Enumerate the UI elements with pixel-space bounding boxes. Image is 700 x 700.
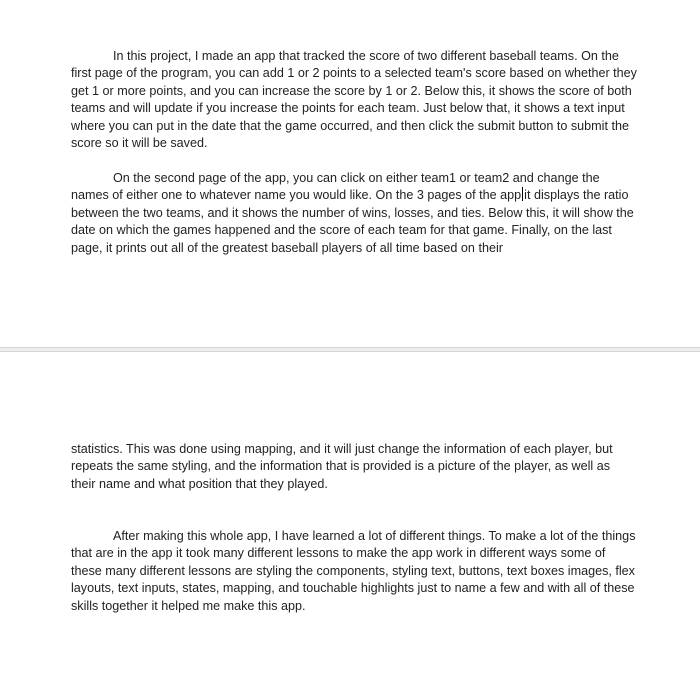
paragraph-project-overview[interactable]: In this project, I made an app that tracked the score of two different baseball teams. On the first page of the program, you can add 1 or 2 points to a selected team's score based on whether they get 1 or more points, and you can increase the score by 1 or 2. Below this, it shows the score of both teams and will update if you increase the points for each team. Just below that, it shows a text input where you can put in the date that the game occurred, and then click the submit button to submit the score so it will be saved.: [71, 49, 637, 151]
paragraph-second-page[interactable]: [71, 170, 637, 257]
paragraph-lessons-learned[interactable]: After making this whole app, I have learned a lot of different things. To make a lot of the things that are in the app it took many different lessons to make the app work in different ways some of these many different lessons are styling the components, styling text, buttons, text boxes images, flex layouts, text inputs, states, mapping, and touchable highlights just to name a few and with all of these skills together it helped me make this app.: [71, 529, 636, 613]
paragraph-statistics-continued[interactable]: statistics. This was done using mapping, and it will just change the information of each player, but repeats the same styling, and the information that is provided is a picture of the player, as well as their name and what position that they played.: [71, 442, 613, 491]
paragraph-second-page-text-end[interactable]: it displays the ratio between the two teams, and it shows the number of wins, losses, and ties. Below this, it will show the date on which the games happened and the score of each team for that game. Finally, on the last page, it prints out all of the greatest baseball players of all time based on their: [71, 188, 634, 255]
document-page-2[interactable]: [0, 352, 700, 700]
paragraph-second-page-text-start[interactable]: On the second page of the app, you can click on either team1 or team2 and change the names of either one to whatever name you would like. On the 3 pages of the app: [71, 171, 600, 203]
document-page-1[interactable]: [0, 0, 700, 347]
